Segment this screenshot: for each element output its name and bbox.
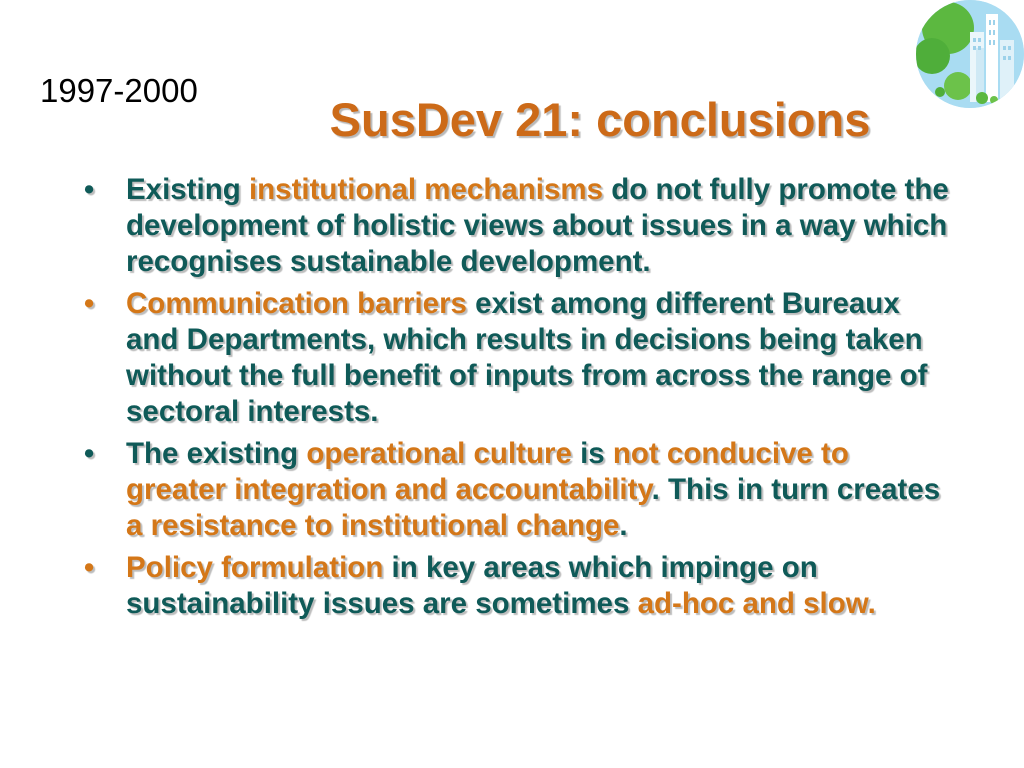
highlighted-text: not conducive to greater integration and accountability [126,437,849,506]
logo-graphic [912,0,1024,108]
highlighted-text: operational culture [306,437,572,470]
highlighted-text: ad-hoc and slow. [637,587,876,620]
bullet-item [84,172,954,280]
bullet-dot-icon: • [84,174,95,206]
bullet-dot-icon: • [84,438,95,470]
date-range-label: 1997-2000 [40,72,198,109]
bullet-item [84,286,954,430]
bullet-item [84,436,954,544]
bullet-text: . This in turn creates [651,473,941,506]
bullet-text: exist among different Bureaux and Departments, which results in decisions being taken without the full benefit of inputs from across the range of sectoral interests. [126,287,928,428]
highlighted-text: Policy formulation [126,551,384,584]
bullet-text: in key areas which impinge on sustainability issues are sometimes [126,551,818,620]
bullet-dot-icon: • [84,288,95,320]
conclusions-list [84,172,954,628]
bullet-text: The existing [126,437,307,470]
slide-title: SusDev 21: conclusions [329,93,871,146]
bullet-text: Existing [126,173,249,206]
bullet-text: do not fully promote the development of holistic views about issues in a way which recognises sustainable development. [126,173,949,278]
bullet-dot-icon: • [84,552,95,584]
highlighted-text: Communication barriers [126,287,467,320]
city-tree-logo [912,0,1024,108]
highlighted-text: a resistance to institutional change [126,509,620,542]
highlighted-text: institutional mechanisms [248,173,604,206]
bullet-text: is [571,437,613,470]
bullet-text: . [619,509,628,542]
bullet-item [84,550,954,622]
